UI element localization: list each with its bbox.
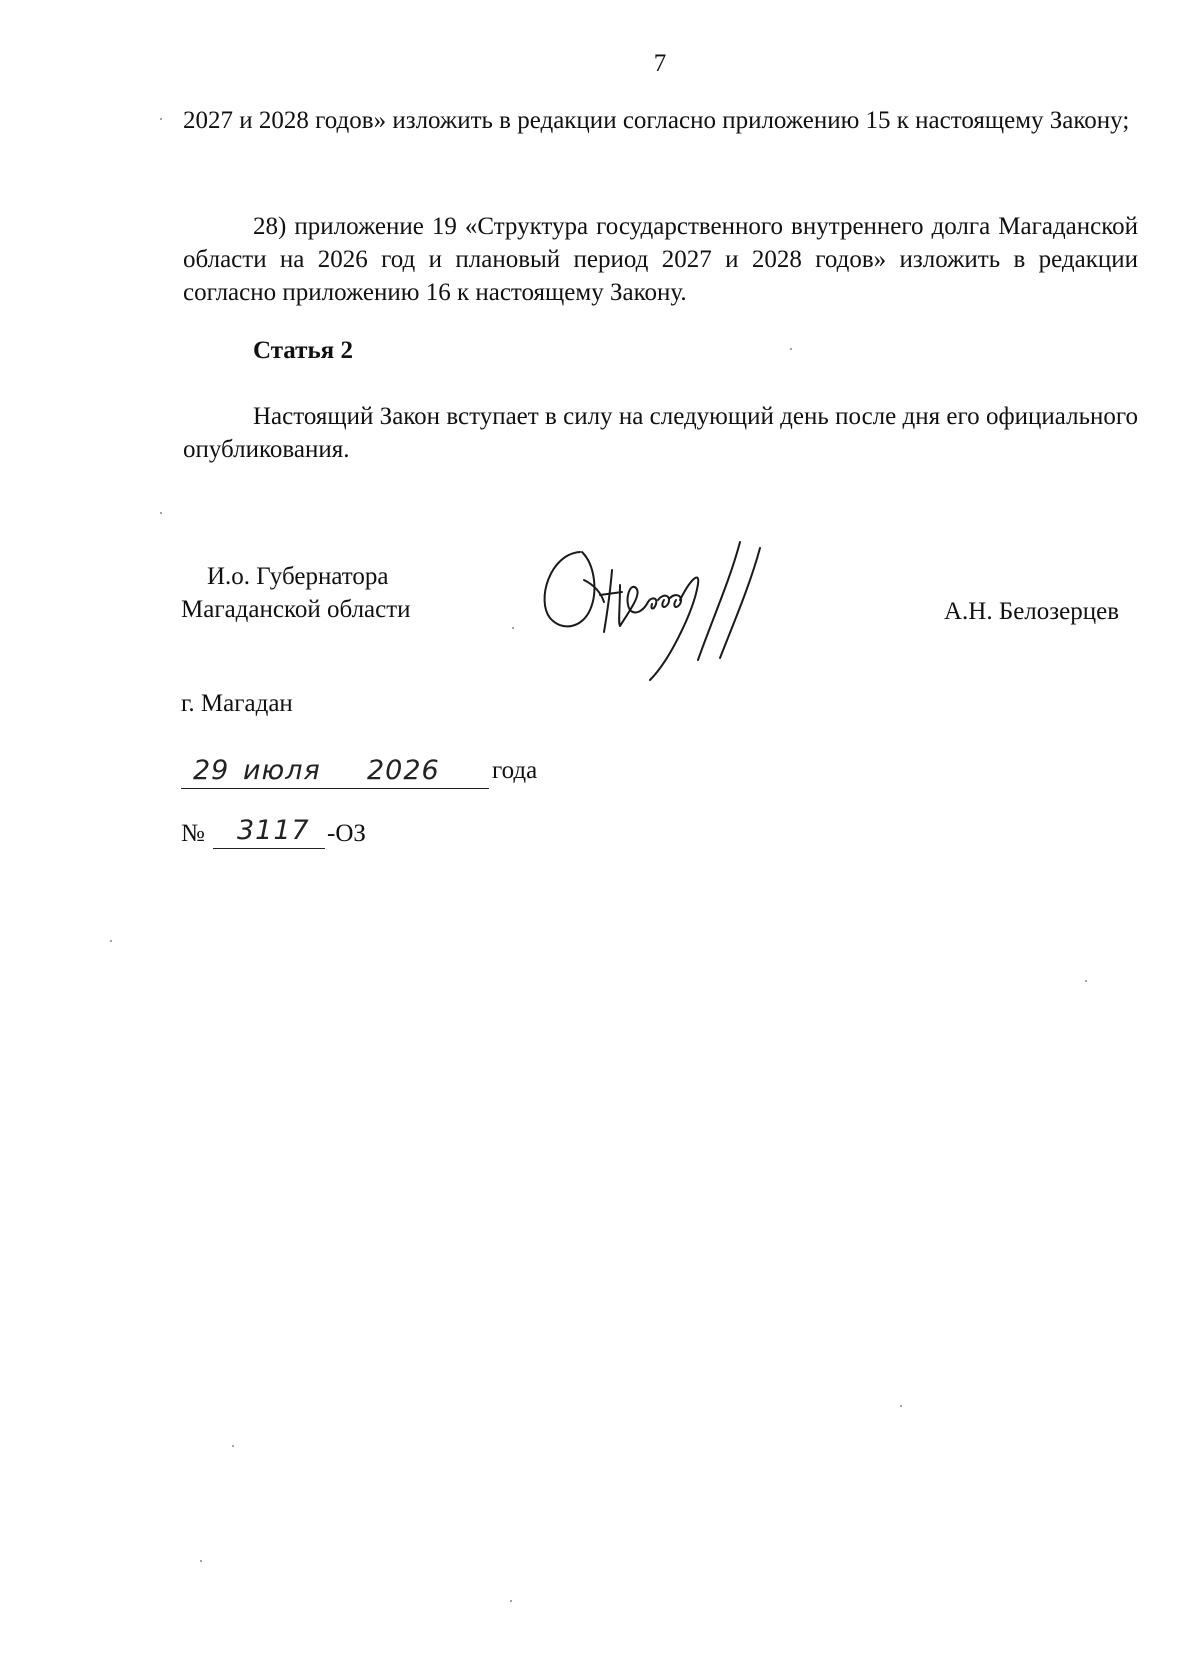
signatory-title-line2: Магаданской области	[181, 596, 411, 623]
scan-speck	[510, 1600, 512, 1602]
scan-speck	[200, 1560, 202, 1562]
signatory-name: А.Н. Белозерцев	[944, 598, 1120, 625]
article-heading: Статья 2	[253, 337, 353, 364]
handwritten-day: 29	[193, 755, 230, 786]
handwritten-year: 2026	[367, 755, 440, 786]
handwritten-month: июля	[243, 755, 321, 786]
signatory-title-line1: И.о. Губернатора	[207, 563, 389, 590]
law-number-field	[213, 814, 325, 849]
scan-speck	[900, 1405, 902, 1407]
page-number: 7	[653, 50, 667, 77]
scan-speck	[232, 1445, 234, 1447]
scan-speck	[110, 940, 112, 942]
number-prefix: №	[181, 820, 205, 847]
paragraph-continuation: 2027 и 2028 годов» изложить в редакции согласно приложению 15 к настоящему Закону;	[183, 107, 1130, 134]
date-suffix: года	[492, 757, 538, 784]
paragraph-item-28: 28) приложение 19 «Структура государственного внутреннего долга Магаданской области на 2026 год и плановый период 2027 и 2028 годов» изложить в редакции согласно приложению 16 к настоящему Закону.	[183, 213, 1138, 306]
scan-speck	[160, 118, 162, 120]
handwritten-signature	[540, 540, 800, 700]
scan-speck	[512, 627, 514, 629]
date-field	[181, 752, 489, 789]
scan-speck	[1085, 980, 1087, 982]
scan-speck	[160, 512, 162, 514]
paragraph-article-2: Настоящий Закон вступает в силу на следующий день после дня его официального опубликования.	[183, 403, 1138, 463]
number-suffix: -ОЗ	[327, 820, 366, 847]
handwritten-law-number: 3117	[237, 815, 310, 846]
city-name: г. Магадан	[181, 690, 293, 717]
scan-speck	[790, 348, 792, 350]
